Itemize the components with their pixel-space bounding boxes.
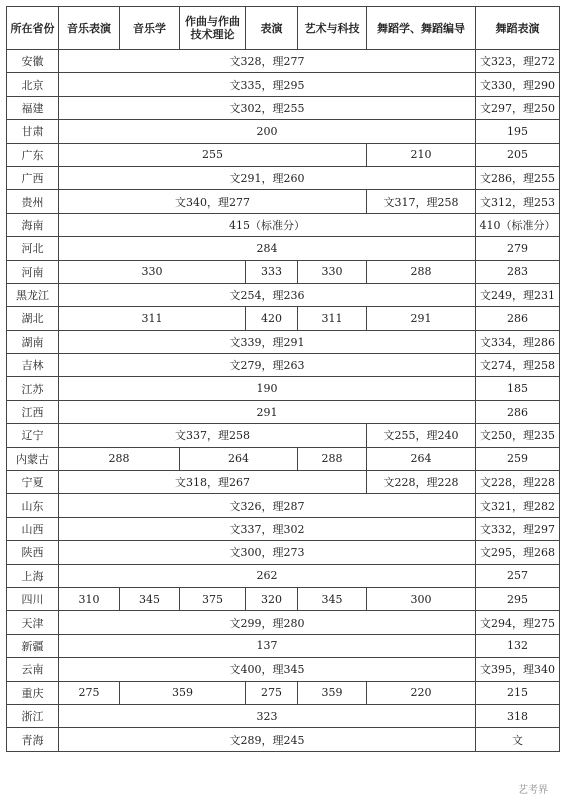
table-row [7, 447, 560, 470]
table-row [7, 681, 560, 704]
province-cell: 四川 [7, 587, 59, 610]
score-cell: 文339，理291 [59, 330, 476, 353]
table-row [7, 377, 560, 400]
province-cell: 湖南 [7, 330, 59, 353]
table-row [7, 704, 560, 727]
province-cell: 浙江 [7, 704, 59, 727]
score-cell: 文295，理268 [476, 541, 560, 564]
score-cell: 文323，理272 [476, 50, 560, 73]
score-cell: 264 [367, 447, 476, 470]
score-cell: 288 [367, 260, 476, 283]
score-cell: 262 [59, 564, 476, 587]
score-cell: 132 [476, 634, 560, 657]
score-cell: 文340，理277 [59, 190, 367, 213]
watermark-logo: 艺考界 [515, 781, 551, 796]
table-row [7, 634, 560, 657]
table-row [7, 564, 560, 587]
header-dance-performance: 舞蹈表演 [476, 7, 560, 50]
province-cell: 山东 [7, 494, 59, 517]
score-cell: 359 [120, 681, 246, 704]
province-cell: 青海 [7, 728, 59, 751]
table-row [7, 587, 560, 610]
table-row [7, 260, 560, 283]
score-cell: 257 [476, 564, 560, 587]
score-cell: 415（标准分） [59, 213, 476, 236]
score-cell: 288 [59, 447, 180, 470]
province-cell: 湖北 [7, 307, 59, 330]
table-row [7, 237, 560, 260]
score-cell: 文400，理345 [59, 658, 476, 681]
header-composition: 作曲与作曲技术理论 [180, 7, 246, 50]
score-cell: 文228，理228 [367, 471, 476, 494]
province-cell: 江苏 [7, 377, 59, 400]
table-row [7, 330, 560, 353]
score-cell: 文286，理255 [476, 166, 560, 189]
score-cell: 275 [59, 681, 120, 704]
score-cell: 文274，理258 [476, 354, 560, 377]
score-cell: 220 [367, 681, 476, 704]
score-cell: 295 [476, 587, 560, 610]
score-cell: 284 [59, 237, 476, 260]
header-art-technology: 艺术与科技 [298, 7, 367, 50]
score-cell: 文332，理297 [476, 517, 560, 540]
score-cell: 文334，理286 [476, 330, 560, 353]
province-cell: 内蒙古 [7, 447, 59, 470]
score-cell: 195 [476, 120, 560, 143]
score-cell: 文395，理340 [476, 658, 560, 681]
score-cell: 311 [298, 307, 367, 330]
table-row [7, 120, 560, 143]
province-cell: 新疆 [7, 634, 59, 657]
score-cell: 420 [246, 307, 298, 330]
score-cell: 文337，理302 [59, 517, 476, 540]
province-cell: 江西 [7, 400, 59, 423]
score-cell: 文321，理282 [476, 494, 560, 517]
province-cell: 贵州 [7, 190, 59, 213]
score-cell: 190 [59, 377, 476, 400]
province-cell: 重庆 [7, 681, 59, 704]
score-cell: 文289，理245 [59, 728, 476, 751]
province-cell: 黑龙江 [7, 283, 59, 306]
province-cell: 河南 [7, 260, 59, 283]
province-cell: 上海 [7, 564, 59, 587]
header-musicology: 音乐学 [120, 7, 180, 50]
province-cell: 甘肃 [7, 120, 59, 143]
score-cell: 文255，理240 [367, 424, 476, 447]
score-cell: 文326，理287 [59, 494, 476, 517]
score-cell: 文250，理235 [476, 424, 560, 447]
table-row [7, 50, 560, 73]
score-cell: 210 [367, 143, 476, 166]
table-header-row [7, 7, 560, 50]
table-row [7, 494, 560, 517]
score-cell: 288 [298, 447, 367, 470]
province-cell: 宁夏 [7, 471, 59, 494]
table-body [7, 50, 560, 752]
table-row [7, 471, 560, 494]
score-cell: 文279，理263 [59, 354, 476, 377]
score-cell: 文254，理236 [59, 283, 476, 306]
score-cell: 255 [59, 143, 367, 166]
province-cell: 陕西 [7, 541, 59, 564]
score-cell: 310 [59, 587, 120, 610]
table-row [7, 517, 560, 540]
score-cell: 291 [367, 307, 476, 330]
score-cell: 279 [476, 237, 560, 260]
table-row [7, 611, 560, 634]
score-cell: 文294，理275 [476, 611, 560, 634]
score-cell: 286 [476, 307, 560, 330]
score-cell: 286 [476, 400, 560, 423]
header-province: 所在省份 [7, 7, 59, 50]
table-row [7, 307, 560, 330]
score-cell: 文302，理255 [59, 96, 476, 119]
score-cell: 文300，理273 [59, 541, 476, 564]
score-cell: 文291，理260 [59, 166, 476, 189]
table-row [7, 400, 560, 423]
score-cell: 文249，理231 [476, 283, 560, 306]
table-row [7, 658, 560, 681]
header-music-performance: 音乐表演 [59, 7, 120, 50]
table-row [7, 541, 560, 564]
score-cell: 264 [180, 447, 298, 470]
table-row [7, 283, 560, 306]
table-row [7, 143, 560, 166]
province-cell: 福建 [7, 96, 59, 119]
table-row [7, 213, 560, 236]
table-row [7, 166, 560, 189]
province-cell: 广东 [7, 143, 59, 166]
score-cell: 330 [298, 260, 367, 283]
score-cell: 文297，理250 [476, 96, 560, 119]
score-cell: 320 [246, 587, 298, 610]
score-cell: 文335，理295 [59, 73, 476, 96]
score-cell: 137 [59, 634, 476, 657]
score-cell: 185 [476, 377, 560, 400]
table-row [7, 424, 560, 447]
province-cell: 广西 [7, 166, 59, 189]
score-cell: 359 [298, 681, 367, 704]
score-cell: 文317，理258 [367, 190, 476, 213]
score-cell: 375 [180, 587, 246, 610]
score-cell: 文330，理290 [476, 73, 560, 96]
province-cell: 辽宁 [7, 424, 59, 447]
header-dance-choreography: 舞蹈学、舞蹈编导 [367, 7, 476, 50]
score-cell: 410（标准分） [476, 213, 560, 236]
score-cell: 200 [59, 120, 476, 143]
score-cell: 283 [476, 260, 560, 283]
province-cell: 吉林 [7, 354, 59, 377]
table-row [7, 190, 560, 213]
province-cell: 安徽 [7, 50, 59, 73]
score-cell: 文228，理228 [476, 471, 560, 494]
header-performance: 表演 [246, 7, 298, 50]
score-cell: 291 [59, 400, 476, 423]
admission-score-table [6, 6, 560, 752]
score-cell: 215 [476, 681, 560, 704]
table-row [7, 728, 560, 751]
score-cell: 300 [367, 587, 476, 610]
score-cell: 文 [476, 728, 560, 751]
score-cell: 345 [120, 587, 180, 610]
table-row [7, 73, 560, 96]
score-cell: 323 [59, 704, 476, 727]
score-cell: 文328，理277 [59, 50, 476, 73]
score-cell: 文318，理267 [59, 471, 367, 494]
score-cell: 275 [246, 681, 298, 704]
score-cell: 205 [476, 143, 560, 166]
score-cell: 259 [476, 447, 560, 470]
table-row [7, 96, 560, 119]
province-cell: 天津 [7, 611, 59, 634]
score-cell: 333 [246, 260, 298, 283]
province-cell: 山西 [7, 517, 59, 540]
score-cell: 311 [59, 307, 246, 330]
score-cell: 文299，理280 [59, 611, 476, 634]
province-cell: 海南 [7, 213, 59, 236]
score-cell: 文337，理258 [59, 424, 367, 447]
score-cell: 318 [476, 704, 560, 727]
province-cell: 云南 [7, 658, 59, 681]
table-row [7, 354, 560, 377]
score-cell: 345 [298, 587, 367, 610]
score-cell: 文312，理253 [476, 190, 560, 213]
province-cell: 河北 [7, 237, 59, 260]
province-cell: 北京 [7, 73, 59, 96]
score-cell: 330 [59, 260, 246, 283]
